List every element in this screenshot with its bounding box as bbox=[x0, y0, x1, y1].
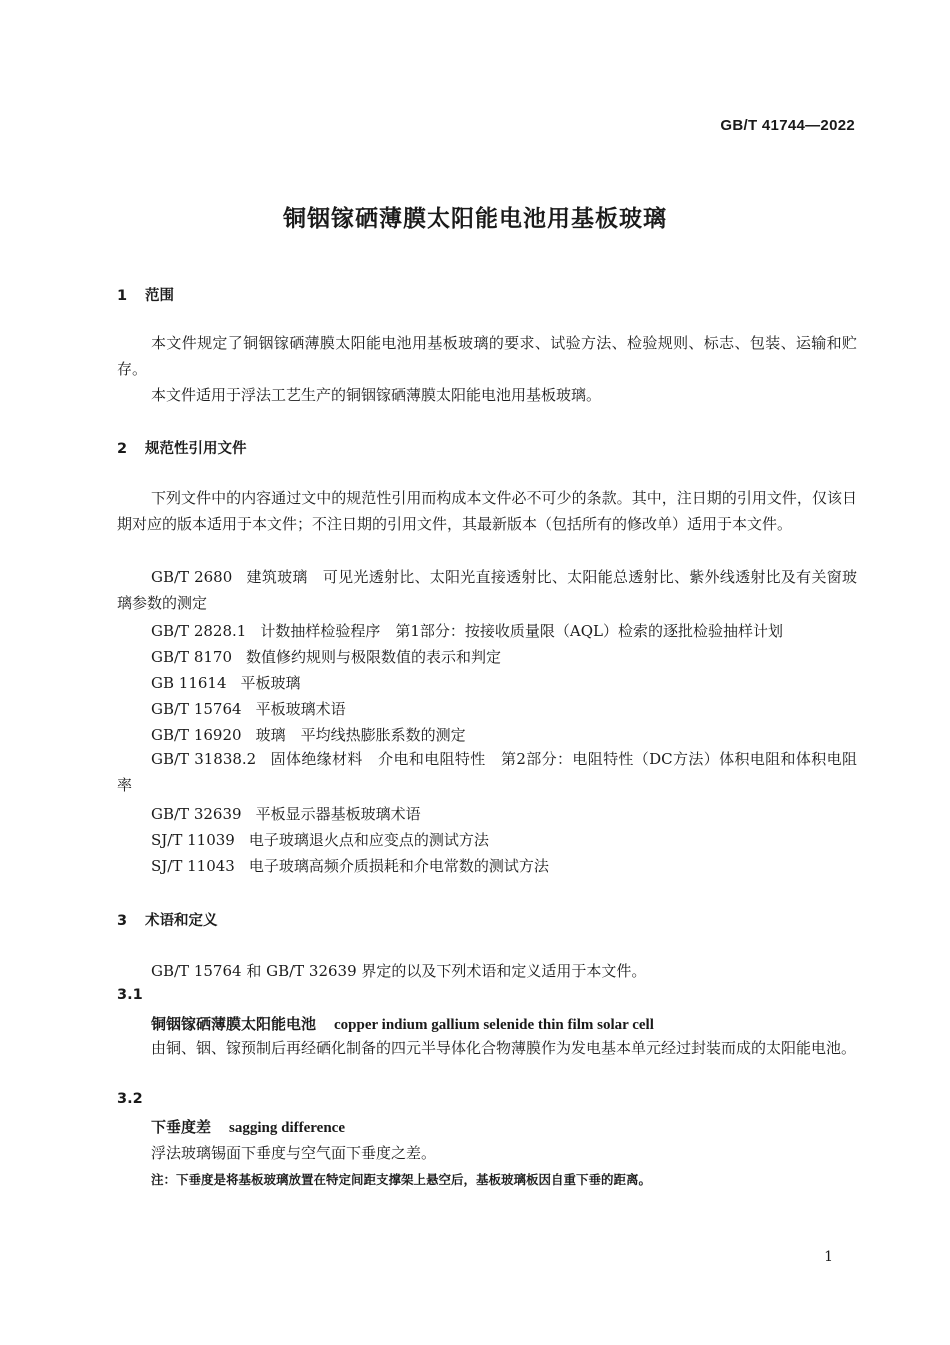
section-title: 范围 bbox=[145, 288, 174, 304]
reference-item bbox=[151, 803, 421, 824]
term-chinese: 下垂度差 bbox=[151, 1118, 212, 1136]
reference-item bbox=[151, 698, 346, 719]
reference-title: 电子玻璃高频介质损耗和介电常数的测试方法 bbox=[248, 857, 549, 875]
section-2-intro: 下列文件中的内容通过文中的规范性引用而构成本文件必不可少的条款。其中，注日期的引用文件，仅该日期对应的版本适用于本文件；不注日期的引用文件，其最新版本（包括所有的修改单）适用于本文件。 bbox=[117, 489, 857, 533]
term-chinese: 铜铟镓硒薄膜太阳能电池 bbox=[151, 1015, 317, 1033]
section-1-heading bbox=[117, 284, 174, 305]
reference-item bbox=[151, 620, 783, 641]
section-title: 规范性引用文件 bbox=[145, 441, 247, 457]
reference-code: GB/T 31838.2 bbox=[151, 750, 257, 768]
page-number: 1 bbox=[824, 1249, 833, 1265]
section-2-heading bbox=[117, 437, 247, 458]
term-number: 3.1 bbox=[117, 987, 143, 1003]
reference-code: GB/T 2828.1 bbox=[151, 622, 247, 640]
reference-title: 电子玻璃退火点和应变点的测试方法 bbox=[248, 831, 489, 849]
section-number: 3 bbox=[117, 913, 128, 929]
reference-code: GB/T 8170 bbox=[151, 648, 233, 666]
reference-item bbox=[117, 564, 857, 616]
section-3-intro: GB/T 15764 和 GB/T 32639 界定的以及下列术语和定义适用于本文件。 bbox=[151, 962, 647, 980]
reference-code: GB/T 16920 bbox=[151, 726, 242, 744]
reference-item bbox=[151, 829, 489, 850]
section-number: 2 bbox=[117, 441, 128, 457]
section-3-heading bbox=[117, 909, 218, 930]
reference-title: 固体绝缘材料 介电和电阻特性 第2部分：电阻特性（DC方法）体积电阻和体积电阻率 bbox=[117, 750, 857, 794]
reference-title: 平板玻璃 bbox=[240, 674, 301, 692]
reference-code: GB/T 15764 bbox=[151, 700, 242, 718]
reference-item bbox=[151, 672, 301, 693]
document-title: 铜铟镓硒薄膜太阳能电池用基板玻璃 bbox=[283, 206, 667, 232]
term-entry bbox=[151, 1116, 345, 1137]
reference-title: 平板玻璃术语 bbox=[255, 700, 346, 718]
reference-code: GB 11614 bbox=[151, 674, 227, 692]
reference-title: 平板显示器基板玻璃术语 bbox=[255, 805, 421, 823]
section-title: 术语和定义 bbox=[145, 913, 218, 929]
section-1-paragraph-2: 本文件适用于浮法工艺生产的铜铟镓硒薄膜太阳能电池用基板玻璃。 bbox=[151, 386, 602, 404]
term-number: 3.2 bbox=[117, 1091, 143, 1107]
section-1-paragraph-1: 本文件规定了铜铟镓硒薄膜太阳能电池用基板玻璃的要求、试验方法、检验规则、标志、包装、运输和贮存。 bbox=[117, 334, 857, 378]
reference-title: 玻璃 平均线热膨胀系数的测定 bbox=[255, 726, 466, 744]
term-definition: 浮法玻璃锡面下垂度与空气面下垂度之差。 bbox=[151, 1144, 437, 1162]
term-english: copper indium gallium selenide thin film solar cell bbox=[334, 1017, 654, 1033]
section-number: 1 bbox=[117, 288, 128, 304]
term-entry bbox=[151, 1013, 654, 1034]
reference-title: 计数抽样检验程序 第1部分：按接收质量限（AQL）检索的逐批检验抽样计划 bbox=[260, 622, 783, 640]
reference-code: SJ/T 11039 bbox=[151, 831, 235, 849]
reference-item bbox=[151, 646, 501, 667]
reference-item bbox=[151, 724, 466, 745]
reference-code: GB/T 32639 bbox=[151, 805, 242, 823]
reference-title: 建筑玻璃 可见光透射比、太阳光直接透射比、太阳能总透射比、紫外线透射比及有关窗玻璃参数的测定 bbox=[117, 568, 857, 612]
term-definition: 由铜、铟、镓预制后再经硒化制备的四元半导体化合物薄膜作为发电基本单元经过封装而成的太阳能电池。 bbox=[151, 1039, 857, 1057]
standard-code: GB/T 41744—2022 bbox=[720, 117, 855, 134]
reference-code: GB/T 2680 bbox=[151, 568, 233, 586]
reference-code: SJ/T 11043 bbox=[151, 857, 235, 875]
reference-item bbox=[117, 746, 857, 798]
reference-title: 数值修约规则与极限数值的表示和判定 bbox=[246, 648, 502, 666]
term-english: sagging difference bbox=[229, 1120, 345, 1136]
term-note: 注：下垂度是将基板玻璃放置在特定间距支撑架上悬空后，基板玻璃板因自重下垂的距离。 bbox=[151, 1172, 652, 1187]
reference-item bbox=[151, 855, 549, 876]
